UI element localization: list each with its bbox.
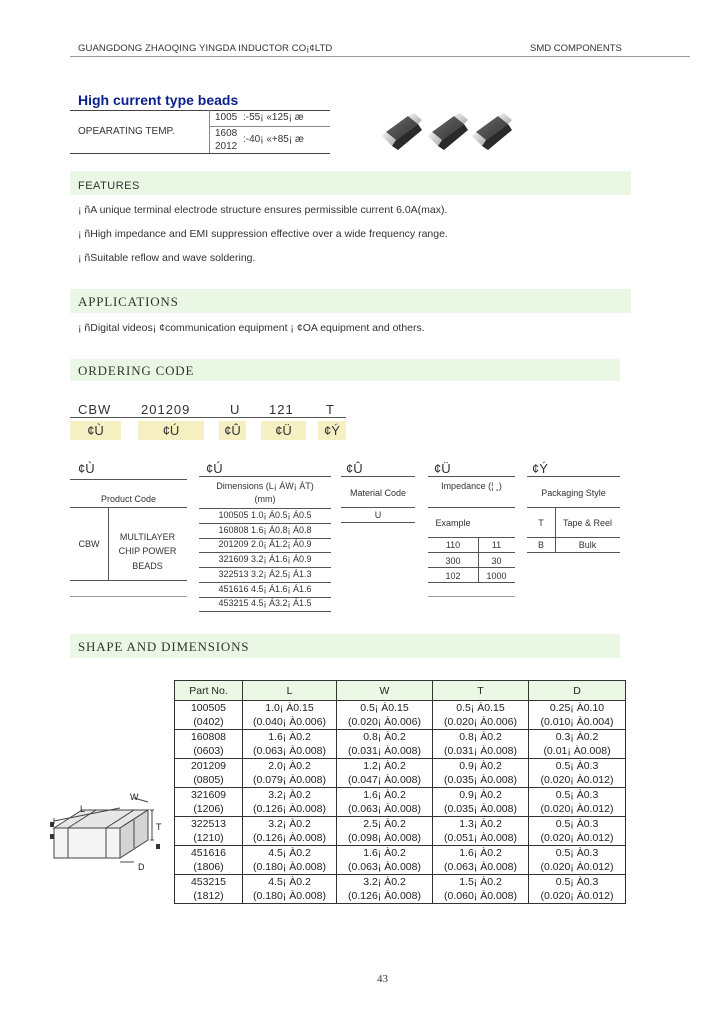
table-row xyxy=(175,701,626,716)
value-l-mm: 3.2¡ À0.2 xyxy=(243,788,337,803)
impedance-rule-3 xyxy=(428,567,515,568)
packaging-head: Packaging Style xyxy=(541,488,606,498)
value-t-inch: (0.063¡ À0.008) xyxy=(433,860,529,875)
product-desc-2: CHIP POWER xyxy=(118,546,177,556)
value-d-mm: 0.5¡ À0.3 xyxy=(529,846,626,861)
part-number: 321609 xyxy=(175,788,243,803)
value-t-inch: (0.051¡ À0.008) xyxy=(433,831,529,846)
impedance-code-2: 300 xyxy=(445,556,461,566)
packaging-code-b: B xyxy=(537,540,544,550)
dims-row: 160808 1.6¡ Á0.8¡ Á0.8 xyxy=(218,524,312,535)
table-row xyxy=(175,875,626,890)
value-w-inch: (0.020¡ À0.006) xyxy=(337,715,433,730)
applications-text: ¡ ñDigital videos¡ ¢communication equipment ¡ ¢OA equipment and others. xyxy=(78,322,425,334)
temp-table-mid-rule xyxy=(210,126,330,127)
temp-table-top-rule xyxy=(70,110,330,111)
value-t-mm: 0.5¡ À0.15 xyxy=(433,701,529,716)
value-l-mm: 1.6¡ À0.2 xyxy=(243,730,337,745)
value-t-inch: (0.060¡ À0.008) xyxy=(433,889,529,904)
value-w-inch: (0.031¡ À0.008) xyxy=(337,744,433,759)
impedance-bottom-rule xyxy=(428,596,515,597)
value-w-mm: 0.8¡ À0.2 xyxy=(337,730,433,745)
col-marker-5: ¢Ý xyxy=(532,461,548,476)
diagram-label-w: W xyxy=(130,792,139,802)
bead-2 xyxy=(428,113,468,150)
product-top-rule xyxy=(70,479,187,480)
product-bottom-rule xyxy=(70,596,187,597)
value-d-inch: (0.020¡ À0.012) xyxy=(529,802,626,817)
temp-range-1608: :-40¡ «+85¡ æ xyxy=(243,134,304,145)
table-row xyxy=(175,802,626,817)
value-w-mm: 1.6¡ À0.2 xyxy=(337,846,433,861)
th-l: L xyxy=(243,681,337,701)
th-t: T xyxy=(433,681,529,701)
value-d-mm: 0.25¡ À0.10 xyxy=(529,701,626,716)
applications-band xyxy=(70,289,631,313)
dims-row: 322513 3.2¡ Á2.5¡ Á1.3 xyxy=(218,568,312,579)
product-code-head: Product Code xyxy=(100,494,157,504)
dims-head-rule xyxy=(199,508,331,509)
code-chip-1: ¢Ù xyxy=(70,421,121,440)
impedance-rule-4 xyxy=(428,582,515,583)
table-row xyxy=(175,730,626,745)
part-number: 201209 xyxy=(175,759,243,774)
value-t-inch: (0.035¡ À0.008) xyxy=(433,802,529,817)
product-desc-3: BEADS xyxy=(132,561,163,571)
impedance-example: Example xyxy=(435,518,471,528)
value-d-mm: 0.5¡ À0.3 xyxy=(529,817,626,832)
value-w-mm: 1.2¡ À0.2 xyxy=(337,759,433,774)
dimension-table xyxy=(174,680,626,904)
table-row xyxy=(175,744,626,759)
value-t-mm: 0.9¡ À0.2 xyxy=(433,788,529,803)
part-inch-code: (1210) xyxy=(175,831,243,846)
value-l-inch: (0.126¡ À0.008) xyxy=(243,802,337,817)
bead-3 xyxy=(472,113,512,150)
value-d-mm: 0.3¡ À0.2 xyxy=(529,730,626,745)
value-l-mm: 4.5¡ À0.2 xyxy=(243,846,337,861)
value-t-inch: (0.031¡ À0.008) xyxy=(433,744,529,759)
shape-heading: SHAPE AND DIMENSIONS xyxy=(78,639,250,654)
impedance-top-rule xyxy=(428,476,515,477)
code-chip-2: ¢Ú xyxy=(138,421,204,440)
dims-head: Dimensions (L¡ ÁW¡ ÁT) xyxy=(216,481,314,491)
table-row xyxy=(175,715,626,730)
value-t-mm: 0.9¡ À0.2 xyxy=(433,759,529,774)
packaging-tape-reel: Tape & Reel xyxy=(562,518,613,528)
diagram-label-d: D xyxy=(138,862,145,872)
packaging-bottom-rule xyxy=(527,552,620,553)
ordering-band xyxy=(70,359,620,381)
impedance-val-1: 11 xyxy=(491,540,502,550)
order-code-dimension: 201209 xyxy=(141,402,191,417)
temp-range-1005: :-55¡ «125¡ æ xyxy=(243,112,304,123)
impedance-code-3: 102 xyxy=(445,571,461,581)
value-l-inch: (0.040¡ À0.006) xyxy=(243,715,337,730)
part-inch-code: (1812) xyxy=(175,889,243,904)
table-row xyxy=(175,860,626,875)
value-l-inch: (0.126¡ À0.008) xyxy=(243,831,337,846)
value-w-mm: 2.5¡ À0.2 xyxy=(337,817,433,832)
th-d: D xyxy=(529,681,626,701)
table-row xyxy=(175,846,626,861)
value-d-inch: (0.020¡ À0.012) xyxy=(529,889,626,904)
temp-table-bottom-rule xyxy=(70,153,330,154)
part-inch-code: (1806) xyxy=(175,860,243,875)
bead-1 xyxy=(382,113,422,150)
applications-heading: APPLICATIONS xyxy=(78,294,179,309)
value-w-mm: 1.6¡ À0.2 xyxy=(337,788,433,803)
packaging-rule-1 xyxy=(527,537,620,538)
value-w-inch: (0.126¡ À0.008) xyxy=(337,889,433,904)
table-row xyxy=(175,788,626,803)
feature-item-3: ¡ ñSuitable reflow and wave soldering. xyxy=(78,252,256,264)
packaging-code-t: T xyxy=(538,518,544,528)
order-code-impedance: 121 xyxy=(269,402,294,417)
impedance-head-rule xyxy=(428,507,515,508)
th-part-no: Part No. xyxy=(175,681,243,701)
dims-row: 321609 3.2¡ Á1.6¡ Á0.9 xyxy=(218,554,312,565)
table-row xyxy=(175,831,626,846)
page-number: 43 xyxy=(377,973,388,985)
chip-dimension-diagram xyxy=(44,790,172,886)
value-t-mm: 0.8¡ À0.2 xyxy=(433,730,529,745)
material-top-rule xyxy=(341,476,415,477)
value-l-mm: 4.5¡ À0.2 xyxy=(243,875,337,890)
value-w-inch: (0.098¡ À0.008) xyxy=(337,831,433,846)
table-row xyxy=(175,773,626,788)
value-d-inch: (0.020¡ À0.012) xyxy=(529,773,626,788)
col-marker-2: ¢Ú xyxy=(206,461,223,476)
value-w-inch: (0.063¡ À0.008) xyxy=(337,860,433,875)
temp-size-1608: 1608 xyxy=(215,128,238,139)
value-t-mm: 1.5¡ À0.2 xyxy=(433,875,529,890)
impedance-head: Impedance (¦ ¸) xyxy=(441,481,502,491)
order-code-material: U xyxy=(230,402,241,417)
value-l-inch: (0.180¡ À0.008) xyxy=(243,860,337,875)
value-l-mm: 1.0¡ À0.15 xyxy=(243,701,337,716)
temp-size-1005: 1005 xyxy=(215,112,238,123)
impedance-rule-1 xyxy=(428,537,515,538)
ordering-heading: ORDERING CODE xyxy=(78,363,195,378)
page-title: High current type beads xyxy=(78,92,239,108)
features-heading: FEATURES xyxy=(78,180,140,192)
col-marker-3: ¢Û xyxy=(346,461,363,476)
packaging-bulk: Bulk xyxy=(578,540,597,550)
part-inch-code: (1206) xyxy=(175,802,243,817)
product-code-cbw: CBW xyxy=(78,539,100,549)
value-d-inch: (0.020¡ À0.012) xyxy=(529,831,626,846)
product-desc-1: MULTILAYER xyxy=(119,532,176,542)
code-chip-3: ¢Û xyxy=(219,421,246,440)
impedance-code-1: 110 xyxy=(445,540,461,550)
col-marker-1: ¢Ù xyxy=(78,461,95,476)
value-l-mm: 2.0¡ À0.2 xyxy=(243,759,337,774)
value-w-mm: 0.5¡ À0.15 xyxy=(337,701,433,716)
part-number: 160808 xyxy=(175,730,243,745)
value-d-mm: 0.5¡ À0.3 xyxy=(529,788,626,803)
value-l-inch: (0.079¡ À0.008) xyxy=(243,773,337,788)
header-divider xyxy=(70,56,690,57)
dims-top-rule xyxy=(199,476,331,477)
order-code-rule xyxy=(70,417,346,418)
value-d-mm: 0.5¡ À0.3 xyxy=(529,875,626,890)
packaging-top-rule xyxy=(527,476,620,477)
material-head: Material Code xyxy=(349,488,407,498)
value-d-inch: (0.020¡ À0.012) xyxy=(529,860,626,875)
company-name: GUANGDONG ZHAOQING YINGDA INDUCTOR CO¡¢LTD xyxy=(78,43,333,54)
value-w-inch: (0.063¡ À0.008) xyxy=(337,802,433,817)
operating-temp-label: OPEARATING TEMP. xyxy=(78,126,175,137)
value-l-inch: (0.180¡ À0.008) xyxy=(243,889,337,904)
part-inch-code: (0402) xyxy=(175,715,243,730)
material-head-rule xyxy=(341,507,415,508)
packaging-head-rule xyxy=(527,507,620,508)
order-code-packaging: T xyxy=(326,402,335,417)
material-code-u: U xyxy=(374,510,382,520)
value-d-inch: (0.010¡ À0.004) xyxy=(529,715,626,730)
part-number: 451616 xyxy=(175,846,243,861)
part-number: 100505 xyxy=(175,701,243,716)
impedance-rule-2 xyxy=(428,552,515,553)
impedance-val-3: 1000 xyxy=(486,571,507,581)
value-w-mm: 3.2¡ À0.2 xyxy=(337,875,433,890)
dims-row: 100505 1.0¡ Á0.5¡ Á0.5 xyxy=(218,510,312,520)
value-t-mm: 1.3¡ À0.2 xyxy=(433,817,529,832)
table-row xyxy=(175,889,626,904)
code-chip-5: ¢Ý xyxy=(318,421,346,440)
table-row xyxy=(175,759,626,774)
temp-table-divider xyxy=(209,110,210,153)
part-number: 453215 xyxy=(175,875,243,890)
value-t-mm: 1.6¡ À0.2 xyxy=(433,846,529,861)
feature-item-2: ¡ ñHigh impedance and EMI suppression effective over a wide frequency range. xyxy=(78,228,448,240)
part-inch-code: (0805) xyxy=(175,773,243,788)
value-t-inch: (0.035¡ À0.008) xyxy=(433,773,529,788)
dims-row: 451616 4.5¡ Á1.6¡ Á1.6 xyxy=(218,583,312,594)
col-marker-4: ¢Ü xyxy=(434,461,451,476)
chip-bead-photo xyxy=(374,104,514,160)
value-w-inch: (0.047¡ À0.008) xyxy=(337,773,433,788)
temp-size-2012: 2012 xyxy=(215,141,238,152)
document-category: SMD COMPONENTS xyxy=(530,43,622,54)
value-d-mm: 0.5¡ À0.3 xyxy=(529,759,626,774)
part-number: 322513 xyxy=(175,817,243,832)
order-code-cbw: CBW xyxy=(78,402,112,417)
value-t-inch: (0.020¡ À0.006) xyxy=(433,715,529,730)
material-bottom-rule xyxy=(341,522,415,523)
th-w: W xyxy=(337,681,433,701)
features-band xyxy=(70,171,631,195)
diagram-label-l: L xyxy=(80,804,86,814)
dims-row: 453215 4.5¡ Á3.2¡ Á1.5 xyxy=(218,598,312,609)
shape-band xyxy=(70,634,620,658)
product-mid-rule xyxy=(70,580,187,581)
product-head-rule xyxy=(70,507,187,508)
part-inch-code: (0603) xyxy=(175,744,243,759)
table-row xyxy=(175,817,626,832)
dims-head-unit: (mm) xyxy=(254,494,276,504)
diagram-label-t: T xyxy=(156,822,162,832)
value-l-inch: (0.063¡ À0.008) xyxy=(243,744,337,759)
value-l-mm: 3.2¡ À0.2 xyxy=(243,817,337,832)
dimension-table-body xyxy=(175,701,626,904)
impedance-val-2: 30 xyxy=(491,556,502,566)
feature-item-1: ¡ ñA unique terminal electrode structure ensures permissible current 6.0A(max). xyxy=(78,204,448,216)
dims-row: 201209 2.0¡ Á1.2¡ Á0.9 xyxy=(218,539,312,550)
code-chip-4: ¢Ü xyxy=(261,421,306,440)
value-d-inch: (0.01¡ À0.008) xyxy=(529,744,626,759)
dims-row-rule xyxy=(199,611,331,612)
